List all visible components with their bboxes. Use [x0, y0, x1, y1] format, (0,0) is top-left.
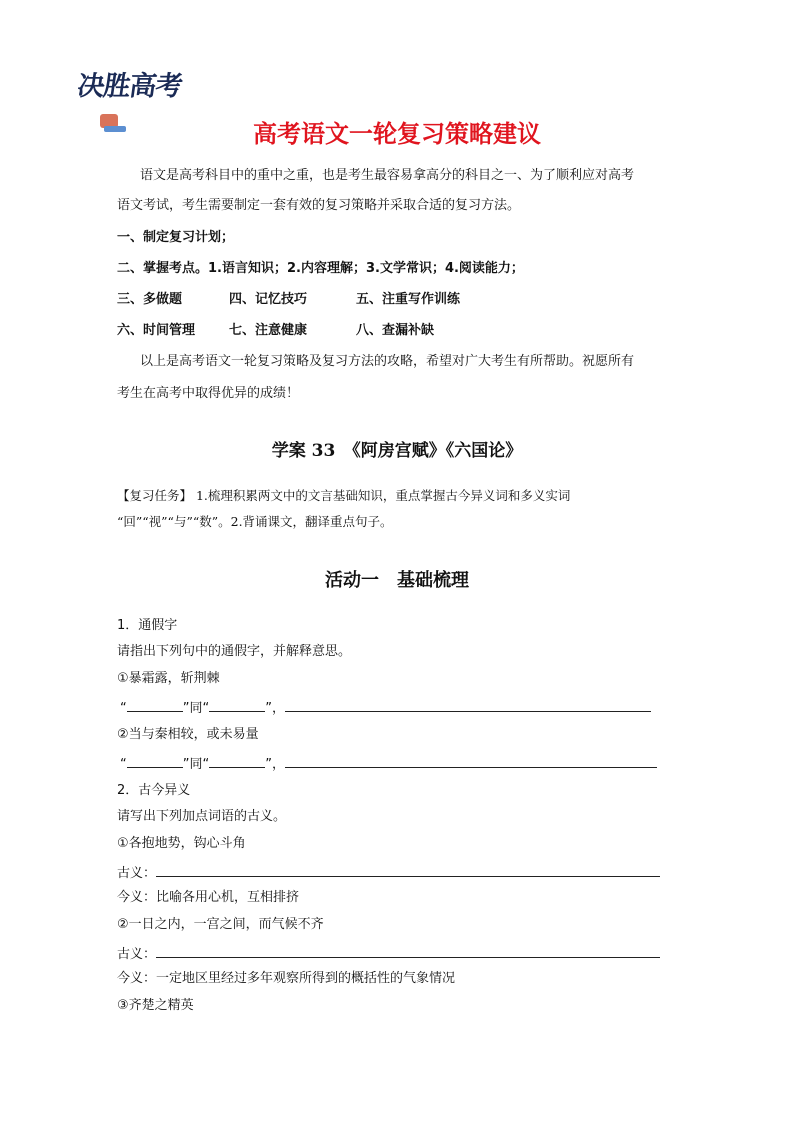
modern-meaning-2: 今义：一定地区里经过多年观察所得到的概括性的气象情况 — [117, 971, 456, 986]
blank-ancient-meaning[interactable] — [156, 945, 660, 958]
activity-title: 活动一 基础梳理 — [325, 570, 469, 591]
answer-row-1-2 — [120, 753, 657, 772]
quote-close: ”， — [265, 757, 285, 772]
strategy-6: 六、时间管理 — [117, 323, 196, 338]
ancient-meaning-row-1 — [117, 862, 660, 881]
blank-tongjia[interactable] — [209, 699, 265, 712]
intro-paragraph-2b: 考生在高考中取得优异的成绩！ — [117, 386, 300, 401]
question-2-3: ③齐楚之精英 — [117, 998, 194, 1013]
quote-open: “ — [120, 701, 127, 716]
blank-meaning[interactable] — [285, 755, 657, 768]
question-2-1: ①各抱地势，钩心斗角 — [117, 836, 246, 851]
logo-text: 决胜高考 — [75, 71, 184, 102]
lesson-title: 学案 33 《阿房宫赋》《六国论》 — [271, 441, 523, 461]
strategy-4: 四、记忆技巧 — [229, 292, 308, 307]
strategy-2: 二、掌握考点。1.语言知识；2.内容理解；3.文学常识；4.阅读能力； — [117, 261, 524, 276]
intro-paragraph-1b: 语文考试，考生需要制定一套有效的复习策略并采取合适的复习方法。 — [117, 198, 521, 213]
blank-meaning[interactable] — [285, 699, 651, 712]
strategy-8: 八、查漏补缺 — [356, 323, 435, 338]
intro-paragraph-1: 语文是高考科目中的重中之重，也是考生最容易拿高分的科目之一、为了顺利应对高考 — [140, 168, 635, 183]
section-2-instruction: 请写出下列加点词语的古义。 — [117, 809, 287, 824]
modern-meaning-1: 今义：比喻各用心机，互相排挤 — [117, 890, 300, 905]
review-task-line-1: 【复习任务】 1.梳理积累两文中的文言基础知识，重点掌握古今异义词和多义实词 — [117, 488, 571, 503]
quote-mid: ”同“ — [182, 701, 210, 716]
question-2-2: ②一日之内，一宫之间，而气候不齐 — [117, 917, 324, 932]
blank-char[interactable] — [127, 755, 183, 768]
strategy-1: 一、制定复习计划； — [117, 230, 235, 245]
page-title: 高考语文一轮复习策略建议 — [253, 120, 541, 148]
ancient-meaning-row-2 — [117, 943, 660, 962]
quote-open: “ — [120, 757, 127, 772]
blank-ancient-meaning[interactable] — [156, 864, 660, 877]
ancient-label: 古义： — [117, 947, 157, 962]
blank-tongjia[interactable] — [209, 755, 265, 768]
answer-row-1-1 — [120, 697, 651, 716]
section-2-heading: 2．古今异义 — [117, 783, 191, 798]
review-task-line-2: “回”“视”“与”“数”。2.背诵课文，翻译重点句子。 — [117, 514, 393, 529]
question-1-2: ②当与秦相较，或未易量 — [117, 727, 259, 742]
strategy-3: 三、多做题 — [117, 292, 183, 307]
strategy-5: 五、注重写作训练 — [356, 292, 461, 307]
question-1-1: ①暴霜露，斩荆棘 — [117, 671, 220, 686]
intro-paragraph-2: 以上是高考语文一轮复习策略及复习方法的攻略，希望对广大考生有所帮助。祝愿所有 — [140, 354, 635, 369]
strategy-7: 七、注意健康 — [229, 323, 308, 338]
quote-mid: ”同“ — [182, 757, 210, 772]
blank-char[interactable] — [127, 699, 183, 712]
ancient-label: 古义： — [117, 866, 157, 881]
section-1-instruction: 请指出下列句中的通假字，并解释意思。 — [117, 644, 352, 659]
quote-close: ”， — [265, 701, 285, 716]
section-1-heading: 1．通假字 — [117, 618, 178, 633]
